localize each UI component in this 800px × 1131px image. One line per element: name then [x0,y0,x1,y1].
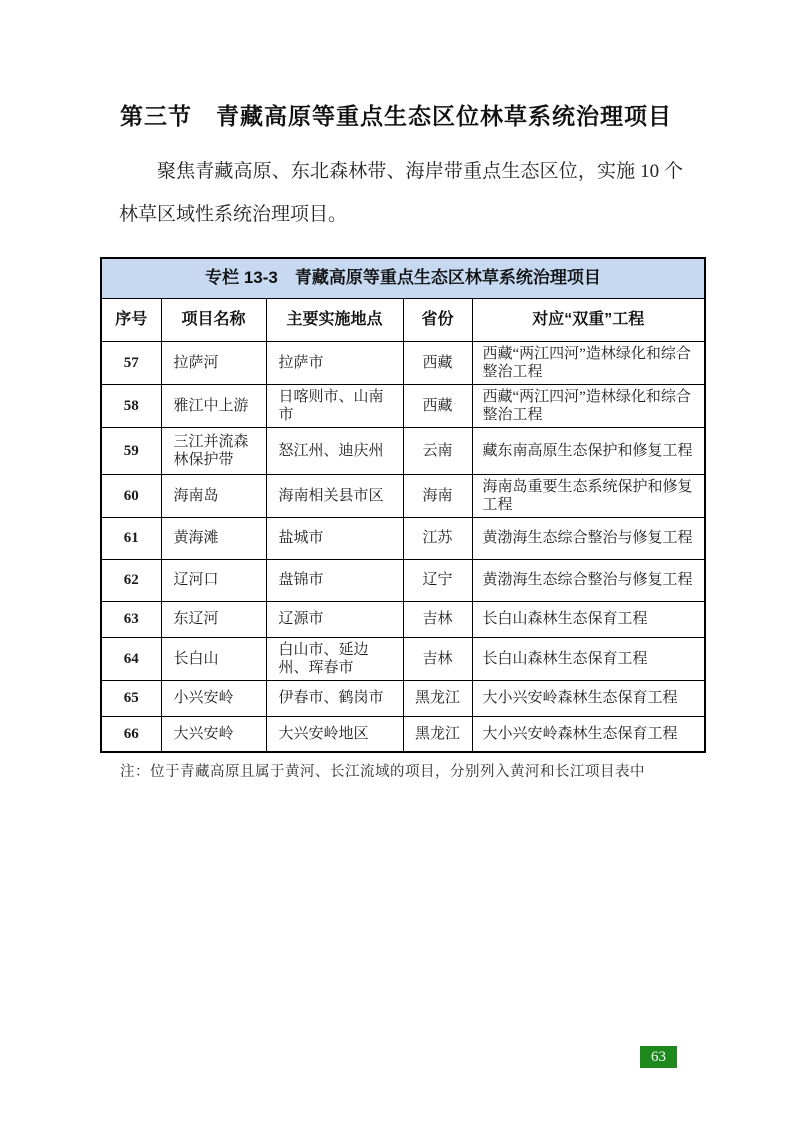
table-row [101,384,705,427]
cell-name: 雅江中上游 [161,384,266,427]
cell-project: 西藏“两江四河”造林绿化和综合整治工程 [472,341,705,384]
table-row [101,637,705,680]
cell-location: 伊春市、鹤岗市 [266,680,403,716]
cell-project: 海南岛重要生态系统保护和修复工程 [472,474,705,517]
cell-location: 拉萨市 [266,341,403,384]
cell-location: 盐城市 [266,517,403,559]
cell-location: 海南相关县市区 [266,474,403,517]
cell-project: 黄渤海生态综合整治与修复工程 [472,517,705,559]
cell-no: 60 [101,474,161,517]
cell-no: 57 [101,341,161,384]
cell-location: 白山市、延边州、珲春市 [266,637,403,680]
cell-province: 云南 [403,427,472,474]
cell-no: 63 [101,601,161,637]
table-row [101,517,705,559]
cell-province: 西藏 [403,384,472,427]
cell-province: 黑龙江 [403,716,472,752]
cell-project: 西藏“两江四河”造林绿化和综合整治工程 [472,384,705,427]
cell-no: 64 [101,637,161,680]
projects-table [100,257,706,753]
cell-name: 拉萨河 [161,341,266,384]
table-footnote: 注：位于青藏高原且属于黄河、长江流域的项目，分别列入黄河和长江项目表中 [120,764,645,780]
cell-project: 藏东南高原生态保护和修复工程 [472,427,705,474]
col-header-name: 项目名称 [161,298,266,341]
cell-province: 吉林 [403,601,472,637]
cell-project: 大小兴安岭森林生态保育工程 [472,716,705,752]
cell-location: 大兴安岭地区 [266,716,403,752]
cell-name: 大兴安岭 [161,716,266,752]
cell-project: 大小兴安岭森林生态保育工程 [472,680,705,716]
cell-name: 三江并流森林保护带 [161,427,266,474]
col-header-no: 序号 [101,298,161,341]
cell-no: 61 [101,517,161,559]
table-body [101,341,705,752]
cell-province: 西藏 [403,341,472,384]
cell-province: 江苏 [403,517,472,559]
cell-province: 黑龙江 [403,680,472,716]
cell-no: 66 [101,716,161,752]
table-row [101,427,705,474]
cell-name: 黄海滩 [161,517,266,559]
cell-project: 黄渤海生态综合整治与修复工程 [472,559,705,601]
cell-project: 长白山森林生态保育工程 [472,637,705,680]
cell-name: 海南岛 [161,474,266,517]
cell-location: 盘锦市 [266,559,403,601]
cell-location: 日喀则市、山南市 [266,384,403,427]
table-title-row [101,258,705,298]
cell-no: 58 [101,384,161,427]
cell-name: 东辽河 [161,601,266,637]
table-row [101,559,705,601]
table-row [101,601,705,637]
cell-province: 吉林 [403,637,472,680]
intro-paragraph: 聚焦青藏高原、东北森林带、海岸带重点生态区位，实施 10 个林草区域性系统治理项目。 [119,161,683,225]
cell-no: 62 [101,559,161,601]
table-row [101,716,705,752]
cell-name: 辽河口 [161,559,266,601]
table-row [101,341,705,384]
cell-no: 65 [101,680,161,716]
table-row [101,474,705,517]
cell-project: 长白山森林生态保育工程 [472,601,705,637]
cell-province: 海南 [403,474,472,517]
table-header-row [101,298,705,341]
cell-location: 怒江州、迪庆州 [266,427,403,474]
col-header-location: 主要实施地点 [266,298,403,341]
cell-name: 小兴安岭 [161,680,266,716]
cell-province: 辽宁 [403,559,472,601]
page-number-badge: 63 [640,1046,677,1068]
table-row [101,680,705,716]
section-title: 第三节 青藏高原等重点生态区位林草系统治理项目 [120,103,672,129]
table-title: 专栏 13-3 青藏高原等重点生态区林草系统治理项目 [101,258,705,298]
col-header-province: 省份 [403,298,472,341]
col-header-project: 对应“双重”工程 [472,298,705,341]
cell-location: 辽源市 [266,601,403,637]
cell-no: 59 [101,427,161,474]
cell-name: 长白山 [161,637,266,680]
